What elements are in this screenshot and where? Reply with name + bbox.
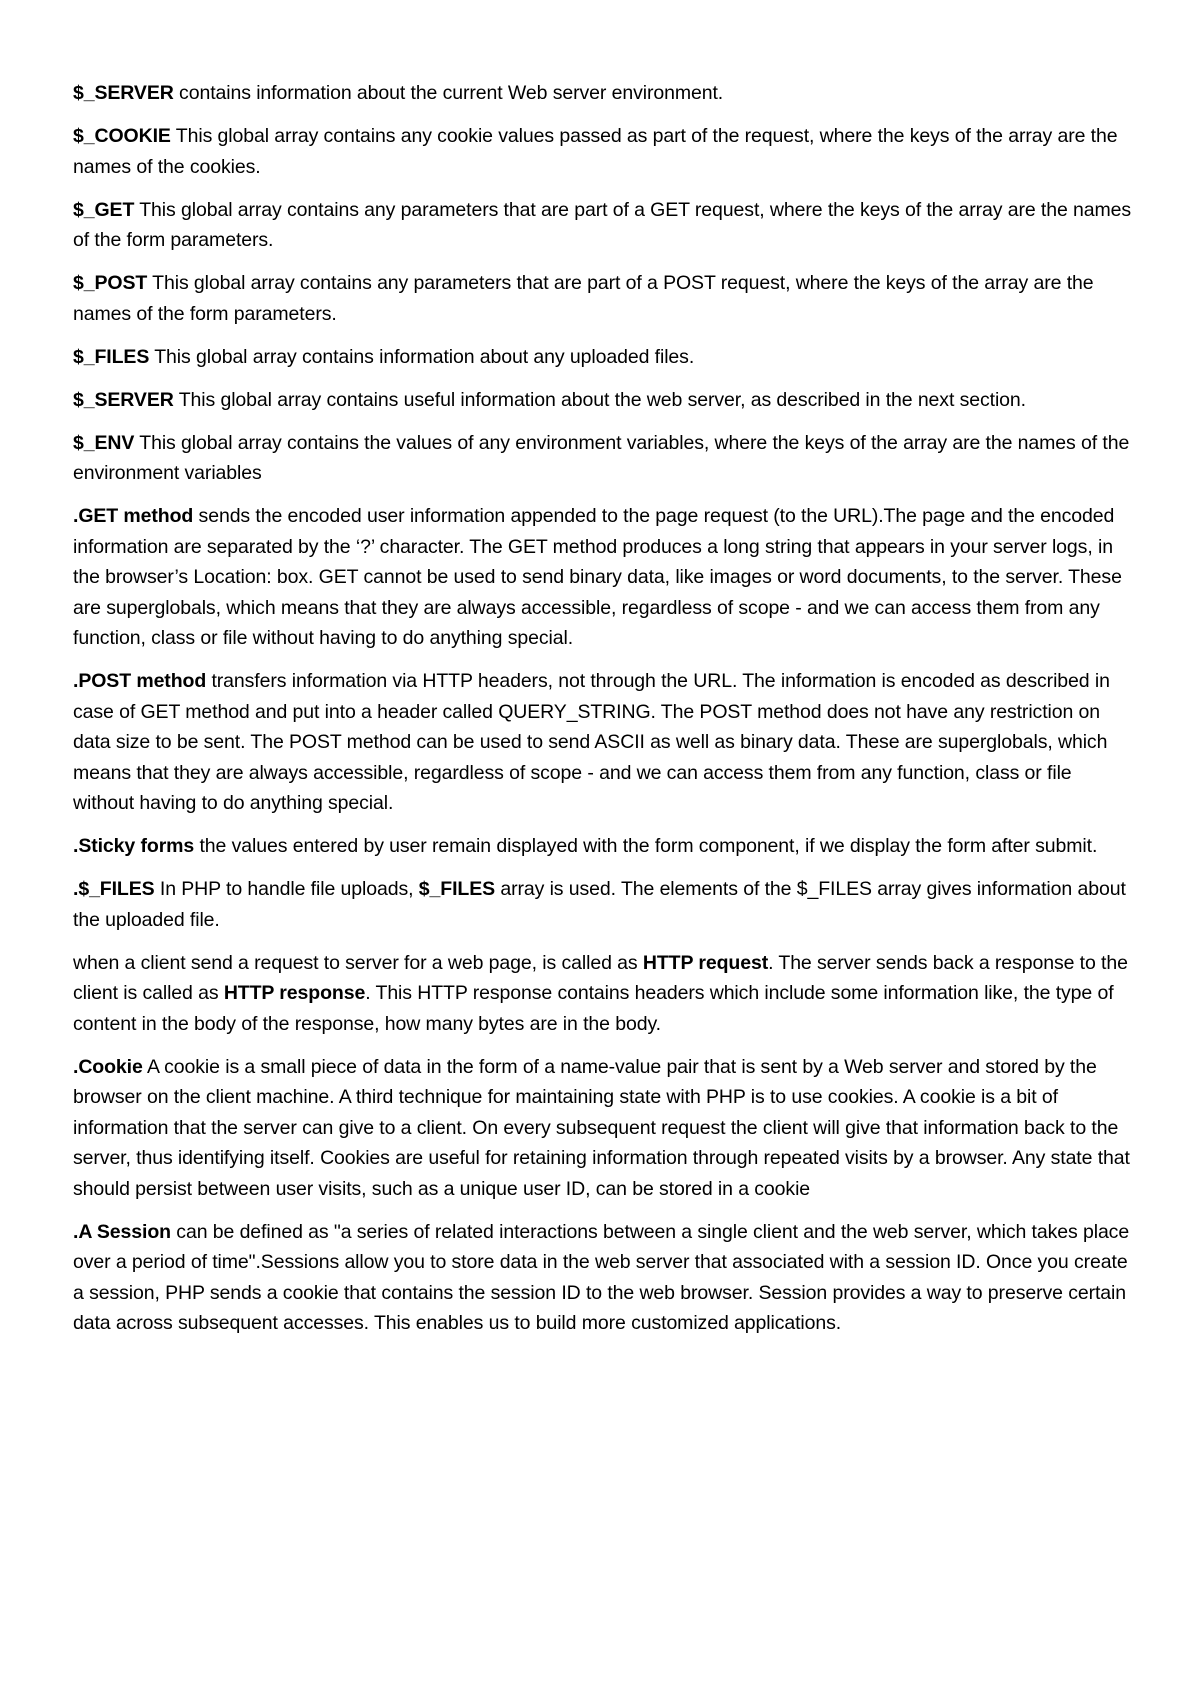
paragraph-text: This global array contains information about any uploaded files. bbox=[149, 345, 695, 368]
bold-term: .A Session bbox=[73, 1220, 171, 1243]
paragraph bbox=[73, 831, 1135, 862]
paragraph-text: contains information about the current Web server environment. bbox=[173, 82, 724, 104]
paragraph bbox=[73, 268, 1135, 329]
paragraph bbox=[73, 1052, 1135, 1205]
bold-term: $_FILES bbox=[73, 345, 150, 368]
bold-term: .Sticky forms bbox=[73, 835, 195, 857]
bold-term: $_POST bbox=[73, 272, 148, 294]
bold-term: $_FILES bbox=[418, 878, 496, 900]
paragraph-text: This global array contains any parameters that are part of a POST request, where the keys of the array are the names of the form parameters. bbox=[73, 272, 1094, 325]
bold-term: $_GET bbox=[73, 198, 135, 221]
bold-term: $_SERVER bbox=[73, 388, 174, 411]
paragraph-text: the values entered by user remain displayed with the form component, if we display the form after submit. bbox=[194, 835, 1098, 857]
paragraph bbox=[73, 948, 1135, 1040]
paragraph bbox=[73, 428, 1135, 489]
paragraph bbox=[73, 666, 1135, 819]
paragraph-text: This global array contains any cookie values passed as part of the request, where the keys of the array are the names of the cookies. bbox=[73, 125, 1118, 178]
paragraph-text: transfers information via HTTP headers, not through the URL. The information is encoded as described in case of GET method and put into a header called QUERY_STRING. The POST method does not have any restriction on data size to be sent. The POST method can be used to send ASCII as well as binary data. These are superglobals, which means that they are always accessible, regardless of scope - and we can access them from any function, class or file without having to do anything special. bbox=[73, 670, 1110, 814]
paragraph-text: . The server sends back a response to the client is called as bbox=[73, 951, 1128, 1004]
paragraph-text: when a client send a request to server for a web page, is called as bbox=[73, 951, 643, 974]
paragraph-text: This global array contains useful information about the web server, as described in the next section. bbox=[173, 388, 1026, 411]
bold-term: HTTP request bbox=[642, 951, 769, 974]
bold-term: .GET method bbox=[73, 505, 194, 527]
paragraph bbox=[73, 501, 1135, 654]
bold-term: $_ENV bbox=[73, 431, 135, 454]
paragraph bbox=[73, 1217, 1135, 1339]
paragraph bbox=[73, 195, 1135, 256]
paragraph-text: sends the encoded user information appended to the page request (to the URL).The page and the encoded information are separated by the ‘?’ character. The GET method produces a long string that appears in your server logs, in the browser’s Location: box. GET cannot be used to send binary data, like images or word documents, to the server. These are superglobals, which means that they are always accessible, regardless of scope - and we can access them from any function, class or file without having to do anything special. bbox=[73, 505, 1122, 649]
bold-term: HTTP response bbox=[223, 982, 366, 1004]
paragraph-text: This global array contains any parameters that are part of a GET request, where the keys of the array are the names of the form parameters. bbox=[73, 198, 1132, 251]
paragraph bbox=[73, 342, 1135, 373]
bold-term: $_SERVER bbox=[73, 82, 174, 104]
paragraph-text: . This HTTP response contains headers which include some information like, the type of content in the body of the response, how many bytes are in the body. bbox=[73, 982, 1114, 1035]
paragraph-text: In PHP to handle file uploads, bbox=[154, 878, 419, 900]
paragraph-text: This global array contains the values of any environment variables, where the keys of the array are the names of the environment variables bbox=[73, 431, 1130, 484]
paragraph-text: array is used. The elements of the $_FILES array gives information about the uploaded file. bbox=[73, 878, 1126, 931]
document-page bbox=[73, 78, 1135, 1351]
paragraph-text: A cookie is a small piece of data in the form of a name-value pair that is sent by a Web server and stored by the browser on the client machine. A third technique for maintaining state with PHP is to use cookies. A cookie is a bit of information that the server can give to a client. On every subsequent request the client will give that information back to the server, thus identifying itself. Cookies are useful for retaining information through repeated visits by a browser. Any state that should persist between user visits, such as a unique user ID, can be stored in a cookie bbox=[73, 1055, 1130, 1200]
paragraph bbox=[73, 874, 1135, 935]
paragraph bbox=[73, 78, 1135, 109]
paragraph bbox=[73, 385, 1135, 416]
bold-term: .$_FILES bbox=[73, 878, 155, 900]
bold-term: .POST method bbox=[73, 670, 207, 692]
paragraph bbox=[73, 121, 1135, 182]
paragraph-text: can be defined as "a series of related interactions between a single client and the web server, which takes place over a period of time".Sessions allow you to store data in the web server that associated with a session ID. Once you create a session, PHP sends a cookie that contains the session ID to the web browser. Session provides a way to preserve certain data across subsequent accesses. This enables us to build more customized applications. bbox=[73, 1220, 1130, 1334]
bold-term: .Cookie bbox=[73, 1055, 143, 1078]
bold-term: $_COOKIE bbox=[73, 125, 171, 147]
